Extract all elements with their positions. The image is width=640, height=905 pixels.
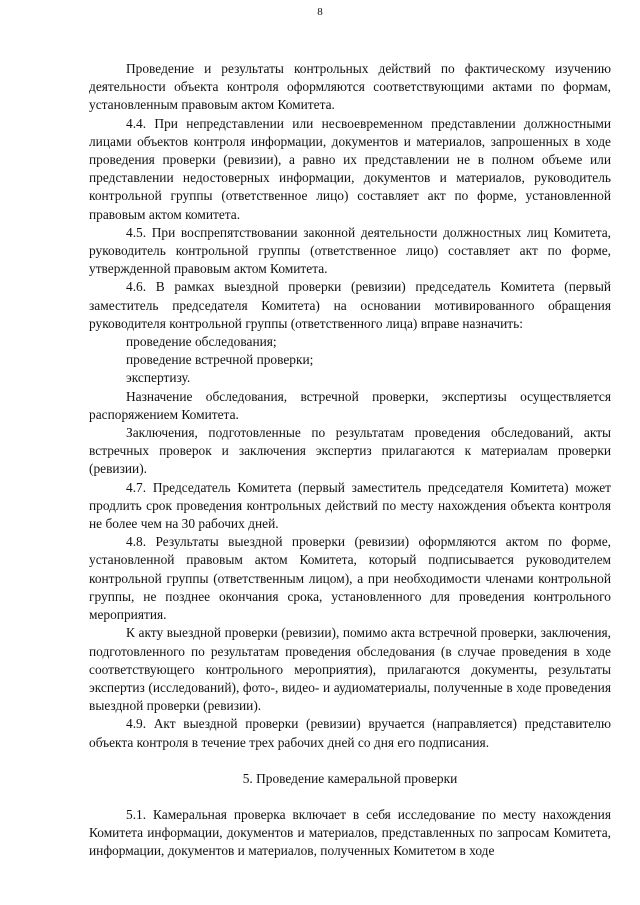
paragraph: К акту выездной проверки (ревизии), помимо акта встречной проверки, заключения, подготовленного по результатам проведения обследования (в случае проведения в ходе соответствующего контрольного мероприятия), прилагаются документы, результаты экспертиз (исследований), фото-, видео- и аудиоматериалы, полученные в ходе проведения выездной проверки (ревизии).	[89, 625, 611, 714]
list-item: экспертизу.	[126, 370, 191, 386]
paragraph: Назначение обследования, встречной проверки, экспертизы осуществляется распоряжением Комитета.	[89, 388, 611, 422]
list-item: проведение обследования;	[126, 334, 277, 350]
list-item: проведение встречной проверки;	[126, 352, 314, 368]
paragraph-4-6: 4.6. В рамках выездной проверки (ревизии) председатель Комитета (первый заместитель председателя Комитета) на основании мотивированного обращения руководителя контрольной группы (ответственного лица) вправе назначить:	[89, 279, 611, 331]
paragraph-4-9: 4.9. Акт выездной проверки (ревизии) вручается (направляется) представителю объекта контроля в течение трех рабочих дней со дня его подписания.	[89, 716, 611, 750]
document-body	[89, 60, 611, 861]
paragraph-5-1: 5.1. Камеральная проверка включает в себя исследование по месту нахождения Комитета информации, документов и материалов, представленных по запросам Комитета, информации, документов и материалов, полученных Комитетом в ходе	[89, 806, 611, 859]
paragraph-4-4: 4.4. При непредставлении или несвоевременном представлении должностными лицами объектов контроля информации, документов и материалов, запрошенных в ходе проведения проверки (ревизии), а равно их представлении не в полном объеме или представлении недостоверных информации, документов и материалов, руководитель контрольной группы (ответственное лицо) составляет акт по форме, установленной правовым актом комитета.	[89, 115, 611, 222]
paragraph-4-5: 4.5. При воспрепятствовании законной деятельности должностных лиц Комитета, руководитель контрольной группы (ответственное лицо) составляет акт по форме, утвержденной правовым актом Комитета.	[89, 224, 611, 277]
paragraph: Проведение и результаты контрольных действий по фактическому изучению деятельности объекта контроля оформляются соответствующими актами по формам, установленным правовым актом Комитета.	[89, 61, 611, 113]
page-number: 8	[317, 6, 323, 18]
paragraph-4-8: 4.8. Результаты выездной проверки (ревизии) оформляются актом по форме, установленной правовым актом Комитета, который подписывается руководителем контрольной группы (ответственным лицом), а при необходимости членами контрольной группы, не позднее окончания срока, установленного для проведения контрольного мероприятия.	[89, 534, 611, 623]
paragraph: Заключения, подготовленные по результатам проведения обследований, акты встречных проверок и заключения экспертиз прилагаются к материалам проверки (ревизии).	[89, 425, 611, 477]
paragraph-4-7: 4.7. Председатель Комитета (первый заместитель председателя Комитета) может продлить срок проведения контрольных действий по месту нахождения объекта контроля не более чем на 30 рабочих дней.	[89, 479, 611, 532]
section-heading: 5. Проведение камеральной проверки	[242, 770, 458, 786]
